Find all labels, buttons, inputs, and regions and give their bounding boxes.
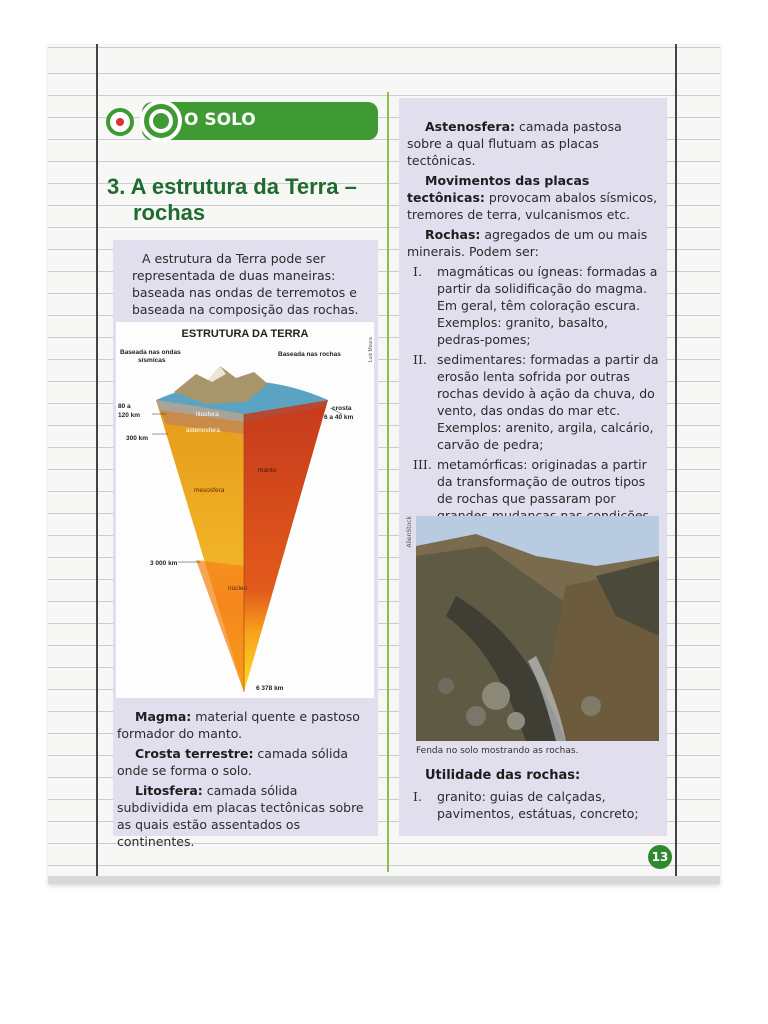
red-dot-icon xyxy=(114,116,126,128)
label-mesosfera: mesosfera xyxy=(194,487,225,494)
title-line-1: 3. A estrutura da Terra – xyxy=(107,174,357,199)
list-item: II. sedimentares: formadas a partir da erosão lenta sofrida por outras rochas devido à ação da chuva, do vento, das ondas do mar etc. Exemplos: arenito, argila, calcário, carvão de pedra; xyxy=(413,352,659,452)
left-definitions xyxy=(117,708,371,853)
right-heading: Baseada nas rochas xyxy=(278,351,341,358)
photo-credit: AlienStock xyxy=(406,516,413,548)
header-label: O SOLO xyxy=(184,110,256,130)
def-litosfera: Litosfera: camada sólida subdividida em placas tectônicas sobre as quais estão assentados os continentes. xyxy=(117,783,364,849)
earth-structure-diagram xyxy=(116,322,374,698)
list-item: I. magmáticas ou ígneas: formadas a partir da solidificação do magma. Em geral, têm coloração escura. Exemplos: granito, basalto, pedras-pomes; xyxy=(413,264,658,347)
utility-heading: Utilidade das rochas: xyxy=(425,768,581,783)
rock-crevice-photo xyxy=(416,516,659,741)
left-heading-line2: sísmicas xyxy=(138,357,166,364)
diagram-title: ESTRUTURA DA TERRA xyxy=(181,328,309,340)
depth-120: 120 km xyxy=(118,412,141,419)
label-nucleo: núcleo xyxy=(228,585,248,592)
depth-6378: 6 378 km xyxy=(256,685,284,692)
wedge-right-face xyxy=(244,400,328,692)
depth-80: 80 a xyxy=(118,403,131,410)
right-definitions xyxy=(407,118,659,578)
ring-icon-inner xyxy=(149,109,173,133)
def-crosta: Crosta terrestre: camada sólida onde se forma o solo. xyxy=(117,746,349,778)
section-header xyxy=(104,98,378,144)
label-crosta-depth: 6 a 40 km xyxy=(324,414,354,421)
section-title xyxy=(107,174,377,226)
def-astenosfera: Astenosfera: camada pastosa sobre a qual flutuam as placas tectônicas. xyxy=(407,119,622,168)
diagram-credit: Luiz Moura xyxy=(368,337,374,362)
left-heading-line1: Baseada nas ondas xyxy=(120,349,181,356)
page-number: 13 xyxy=(648,845,672,869)
column-divider xyxy=(387,92,389,872)
label-litosfera: litosfera xyxy=(196,411,219,418)
depth-3000: 3 000 km xyxy=(150,560,178,567)
def-movimentos: Movimentos das placas tectônicas: provocam abalos sísmicos, tremores de terra, vulcanismos etc. xyxy=(407,173,658,222)
photo-caption: Fenda no solo mostrando as rochas. xyxy=(416,746,579,756)
def-magma: Magma: material quente e pastoso formador do manto. xyxy=(117,709,360,741)
title-line-2: rochas xyxy=(133,200,206,225)
right-margin-line xyxy=(675,44,677,884)
core-layer-left xyxy=(196,560,244,692)
photo-illustration xyxy=(416,516,659,741)
left-margin-line xyxy=(96,44,98,884)
intro-text: A estrutura da Terra pode ser representada de duas maneiras: baseada nas ondas de terremotos e baseada na composição das rochas. xyxy=(132,251,359,317)
label-manto: manto xyxy=(258,467,277,474)
earth-wedge-svg xyxy=(116,322,374,698)
list-item: III. metamórficas: originadas a partir da transformação de outros tipos de rochas que passaram por xyxy=(413,457,647,506)
utility-list xyxy=(407,788,659,825)
def-rochas: Rochas: agregados de um ou mais minerais. Podem ser: xyxy=(407,227,648,259)
list-item: I. granito: guias de calçadas, pavimentos, estátuas, concreto; xyxy=(413,789,639,821)
label-astenosfera: astenosfera xyxy=(186,427,220,434)
depth-300: 300 km xyxy=(126,435,149,442)
label-crosta: crosta xyxy=(332,405,352,412)
